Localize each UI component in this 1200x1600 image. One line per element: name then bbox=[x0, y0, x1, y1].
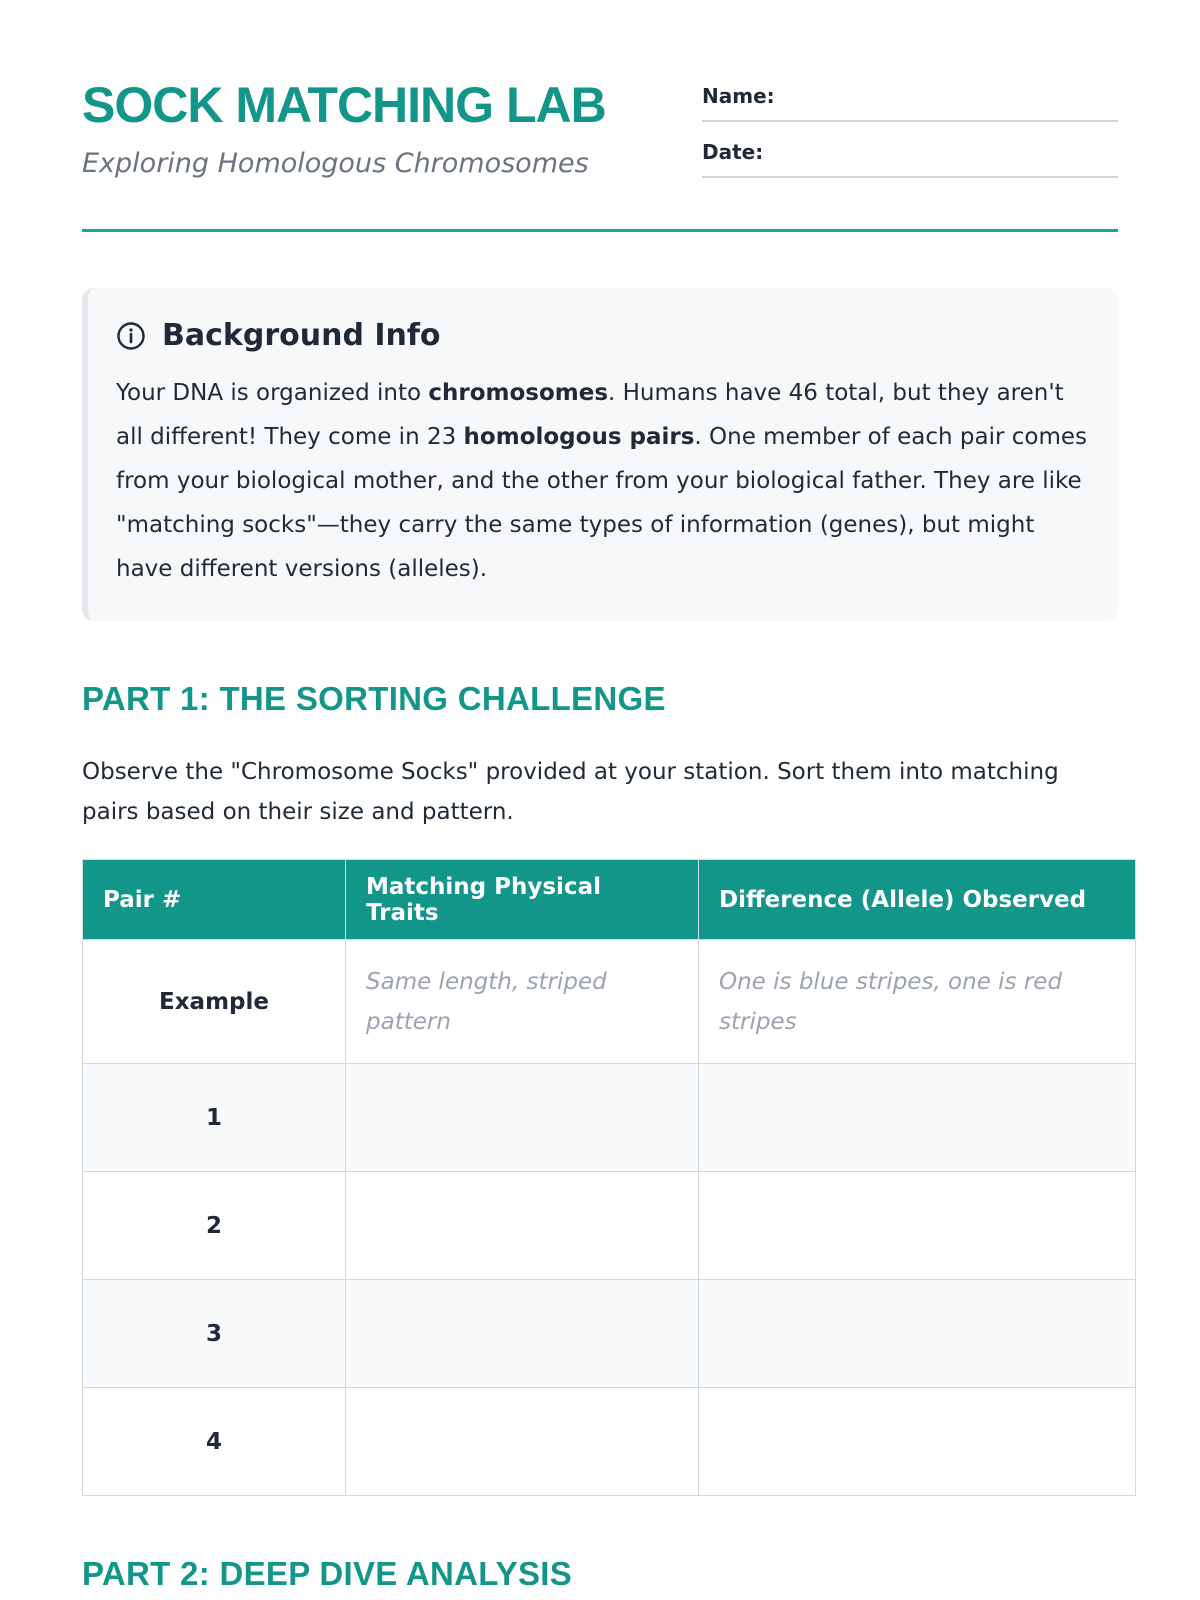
info-icon bbox=[116, 321, 146, 351]
table-header-row bbox=[83, 860, 1136, 940]
traits-input-cell[interactable] bbox=[346, 1280, 699, 1388]
difference-input-cell[interactable] bbox=[699, 1388, 1136, 1496]
header-difference-observed: Difference (Allele) Observed bbox=[699, 860, 1136, 940]
background-info-text bbox=[116, 371, 1090, 591]
pair-number: 3 bbox=[83, 1280, 346, 1388]
difference-input-cell[interactable] bbox=[699, 1172, 1136, 1280]
pair-number: 4 bbox=[83, 1388, 346, 1496]
difference-input-cell[interactable] bbox=[699, 1064, 1136, 1172]
table-row bbox=[83, 1388, 1136, 1496]
background-text-2: . Humans have 46 total, but they aren't all different! They come in 23 bbox=[116, 380, 1064, 450]
table-row bbox=[83, 1280, 1136, 1388]
background-text-3: . One member of each pair comes from your biological mother, and the other from your biological father. They are like "matching socks"—they carry the same types of information (genes), but might have different versions (alleles). bbox=[116, 424, 1088, 582]
example-traits: Same length, striped pattern bbox=[346, 940, 699, 1064]
name-label: Name: bbox=[702, 84, 775, 108]
name-field[interactable] bbox=[702, 82, 1118, 122]
traits-input-cell[interactable] bbox=[346, 1172, 699, 1280]
part2-title: PART 2: DEEP DIVE ANALYSIS bbox=[82, 1555, 573, 1592]
date-field[interactable] bbox=[702, 138, 1118, 178]
difference-input-cell[interactable] bbox=[699, 1280, 1136, 1388]
term-homologous-pairs: homologous pairs bbox=[463, 424, 695, 450]
student-info bbox=[702, 82, 1118, 194]
background-info-header bbox=[116, 318, 1090, 353]
header-divider bbox=[82, 229, 1118, 232]
page-subtitle: Exploring Homologous Chromosomes bbox=[82, 148, 589, 179]
example-pair-label: Example bbox=[83, 940, 346, 1064]
pair-number: 2 bbox=[83, 1172, 346, 1280]
header-matching-traits: Matching Physical Traits bbox=[346, 860, 699, 940]
table-row bbox=[83, 1172, 1136, 1280]
page-title: SOCK MATCHING LAB bbox=[82, 77, 606, 133]
table-row-example bbox=[83, 940, 1136, 1064]
table-row bbox=[83, 1064, 1136, 1172]
sorting-table bbox=[82, 859, 1136, 1496]
pair-number: 1 bbox=[83, 1064, 346, 1172]
part1-instructions: Observe the "Chromosome Socks" provided at your station. Sort them into matching pairs based on their size and pattern. bbox=[82, 759, 1059, 825]
term-chromosomes: chromosomes bbox=[428, 380, 609, 406]
header-pair-number: Pair # bbox=[83, 860, 346, 940]
background-info-box bbox=[82, 288, 1118, 621]
background-text-1: Your DNA is organized into bbox=[116, 380, 429, 406]
header bbox=[82, 0, 1118, 234]
example-difference: One is blue stripes, one is red stripes bbox=[699, 940, 1136, 1064]
part1-title: PART 1: THE SORTING CHALLENGE bbox=[82, 680, 666, 717]
traits-input-cell[interactable] bbox=[346, 1388, 699, 1496]
traits-input-cell[interactable] bbox=[346, 1064, 699, 1172]
date-label: Date: bbox=[702, 140, 764, 164]
background-info-title: Background Info bbox=[162, 318, 441, 353]
